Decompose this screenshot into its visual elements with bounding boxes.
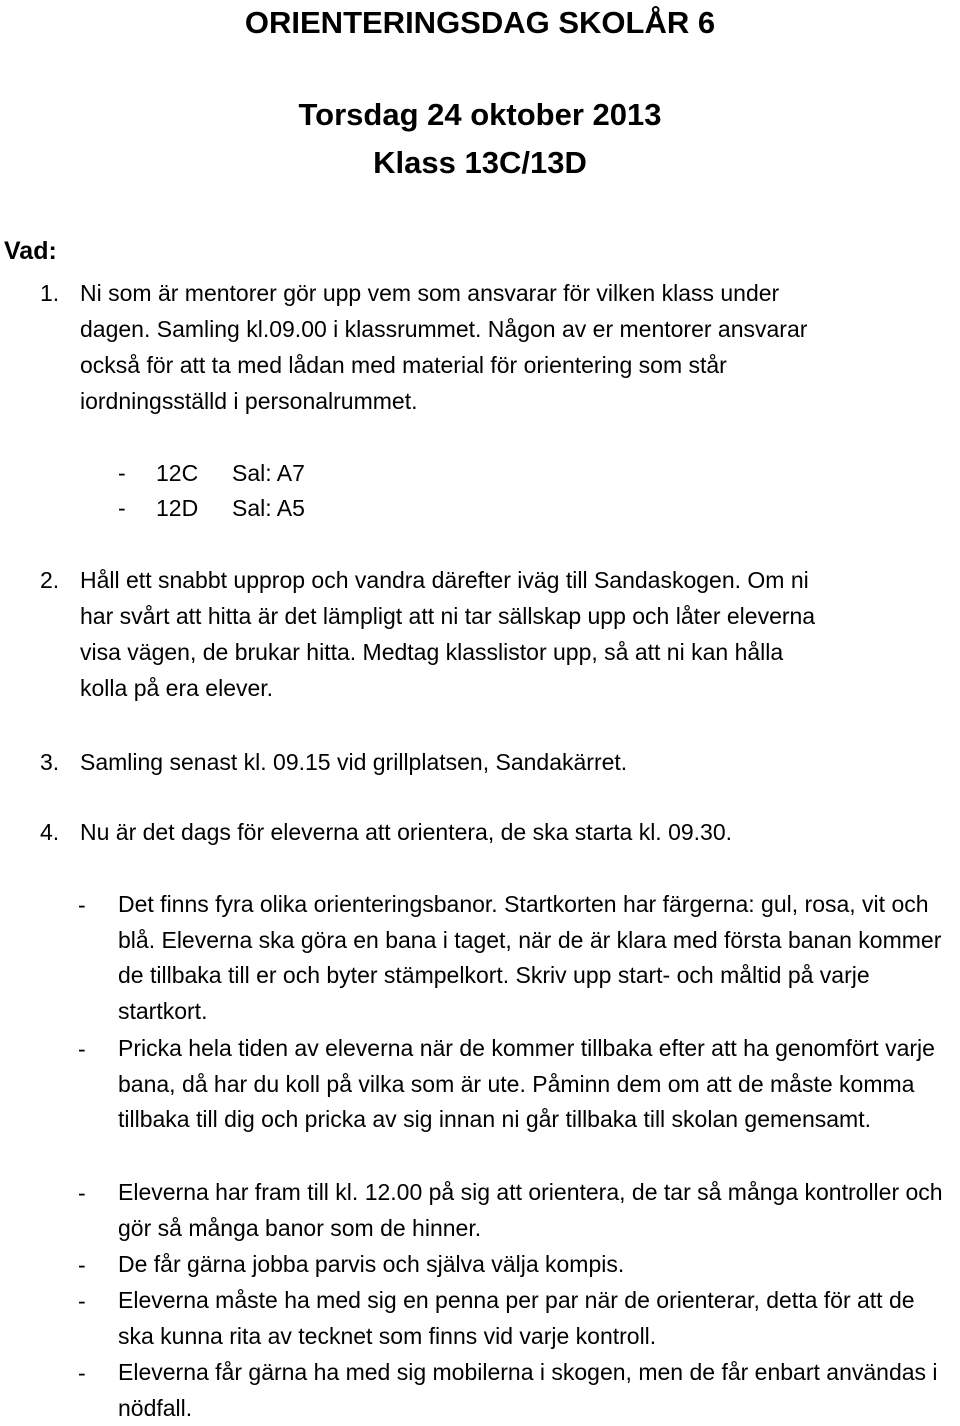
text-line: Ni som är mentorer gör upp vem som ansvarar för vilken klass under xyxy=(80,280,780,306)
item-text xyxy=(80,744,627,780)
bullet-dash: - xyxy=(78,1360,86,1386)
bullet-text: Det finns fyra olika orienteringsbanor. Startkorten har färgerna: gul, rosa, vit och blå. Eleverna ska göra en bana i taget, när de är klara med första banan kommer de tillbaka till er och byter stämpelkort. Skriv upp start- och måltid på varje startkort. xyxy=(118,891,942,1025)
text-line: dagen. Samling kl.09.00 i klassrummet. Någon av er mentorer ansvarar xyxy=(80,316,808,342)
room-sal: Sal: A7 xyxy=(232,460,305,486)
item-number: 1. xyxy=(40,280,60,306)
text-line: iordningsställd i personalrummet. xyxy=(80,388,418,414)
room-class: 12D xyxy=(156,495,199,521)
text-line: kolla på era elever. xyxy=(80,675,274,701)
bullet-dash: - xyxy=(78,892,86,918)
bullet-dash: - xyxy=(78,1252,86,1278)
item-number: 2. xyxy=(40,567,60,593)
room-dash: - xyxy=(118,495,126,521)
room-class: 12C xyxy=(156,460,199,486)
bullet-text: Pricka hela tiden av eleverna när de kommer tillbaka efter att ha genomfört varje bana, då har du koll på vilka som är ute. Påminn dem om att de måste komma tillbaka till dig och pricka av sig innan ni går tillbaka till skolan gemensamt. xyxy=(118,1035,935,1133)
item-text xyxy=(80,814,732,850)
text-line: Samling senast kl. 09.15 vid grillplatsen, Sandakärret. xyxy=(80,749,628,775)
bullet-dash: - xyxy=(78,1036,86,1062)
room-sal: Sal: A5 xyxy=(232,495,305,521)
text-line: visa vägen, de brukar hitta. Medtag klasslistor upp, så att ni kan hålla xyxy=(80,639,784,665)
bullet-text: Eleverna måste ha med sig en penna per par när de orienterar, detta för att de ska kunna rita av tecknet som finns vid varje kontroll. xyxy=(118,1287,915,1349)
bullet-dash: - xyxy=(78,1180,86,1206)
text-line: har svårt att hitta är det lämpligt att ni tar sällskap upp och låter eleverna xyxy=(80,603,816,629)
text-line: Håll ett snabbt upprop och vandra därefter iväg till Sandaskogen. Om ni xyxy=(80,567,809,593)
bullet-text: Eleverna har fram till kl. 12.00 på sig att orientera, de tar så många kontroller och gör så många banor som de hinner. xyxy=(118,1179,943,1241)
document-date: Torsdag 24 oktober 2013 xyxy=(298,97,662,132)
text-line: också för att ta med lådan med material för orientering som står xyxy=(80,352,727,378)
document-title: ORIENTERINGSDAG SKOLÅR 6 xyxy=(244,5,716,40)
item-number: 3. xyxy=(40,749,60,775)
document-class: Klass 13C/13D xyxy=(373,145,587,180)
item-number: 4. xyxy=(40,819,60,845)
bullet-dash: - xyxy=(78,1288,86,1314)
room-dash: - xyxy=(118,460,126,486)
bullet-text: De får gärna jobba parvis och själva välja kompis. xyxy=(118,1251,625,1277)
bullet-text: Eleverna får gärna ha med sig mobilerna i skogen, men de får enbart användas i nödfall. xyxy=(118,1359,938,1421)
text-line: Nu är det dags för eleverna att orientera, de ska starta kl. 09.30. xyxy=(80,819,733,845)
item-text xyxy=(80,275,807,419)
section-heading: Vad: xyxy=(4,237,57,265)
item-text xyxy=(80,562,815,706)
